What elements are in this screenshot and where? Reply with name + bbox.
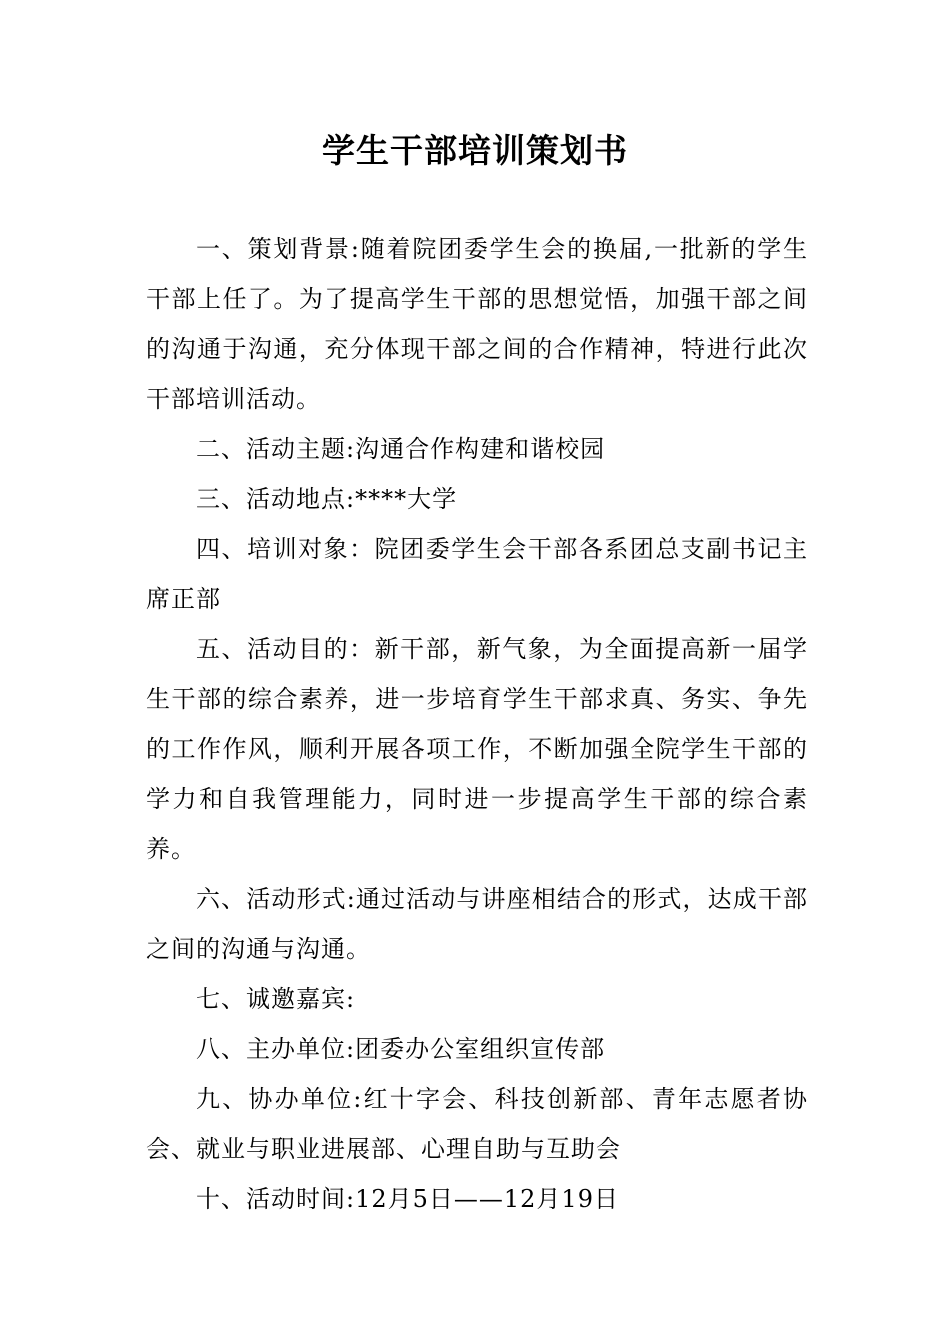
- document-title: 学生干部培训策划书: [322, 131, 628, 170]
- section-trainees: 四、培训对象：院团委学生会干部各系团总支副书记主席正部: [146, 535, 808, 613]
- section-guests: 七、诚邀嘉宾:: [196, 985, 356, 1013]
- section-format: 六、活动形式:通过活动与讲座相结合的形式，达成干部之间的沟通与沟通。: [146, 885, 808, 963]
- section-organizer: 八、主办单位:团委办公室组织宣传部: [196, 1035, 606, 1063]
- section-purpose: 五、活动目的：新干部，新气象，为全面提高新一届学生干部的综合素养，进一步培育学生干部求真、务实、争先的工作作风，顺利开展各项工作，不断加强全院学生干部的学力和自我管理能力，同时进一步提高学生干部的综合素养。: [146, 635, 808, 863]
- section-background: 一、策划背景:随着院团委学生会的换届,一批新的学生干部上任了。为了提高学生干部的思想觉悟，加强干部之间的沟通于沟通，充分体现干部之间的合作精神，特进行此次干部培训活动。: [146, 235, 808, 413]
- section-co-organizers: 九、协办单位:红十字会、科技创新部、青年志愿者协会、就业与职业进展部、心理自助与互助会: [146, 1085, 808, 1163]
- section-theme: 二、活动主题:沟通合作构建和谐校园: [196, 435, 606, 463]
- section-location: 三、活动地点:****大学: [196, 485, 458, 513]
- document-body: [146, 224, 808, 1224]
- section-time: 十、活动时间:12月5日——12月19日: [196, 1185, 619, 1213]
